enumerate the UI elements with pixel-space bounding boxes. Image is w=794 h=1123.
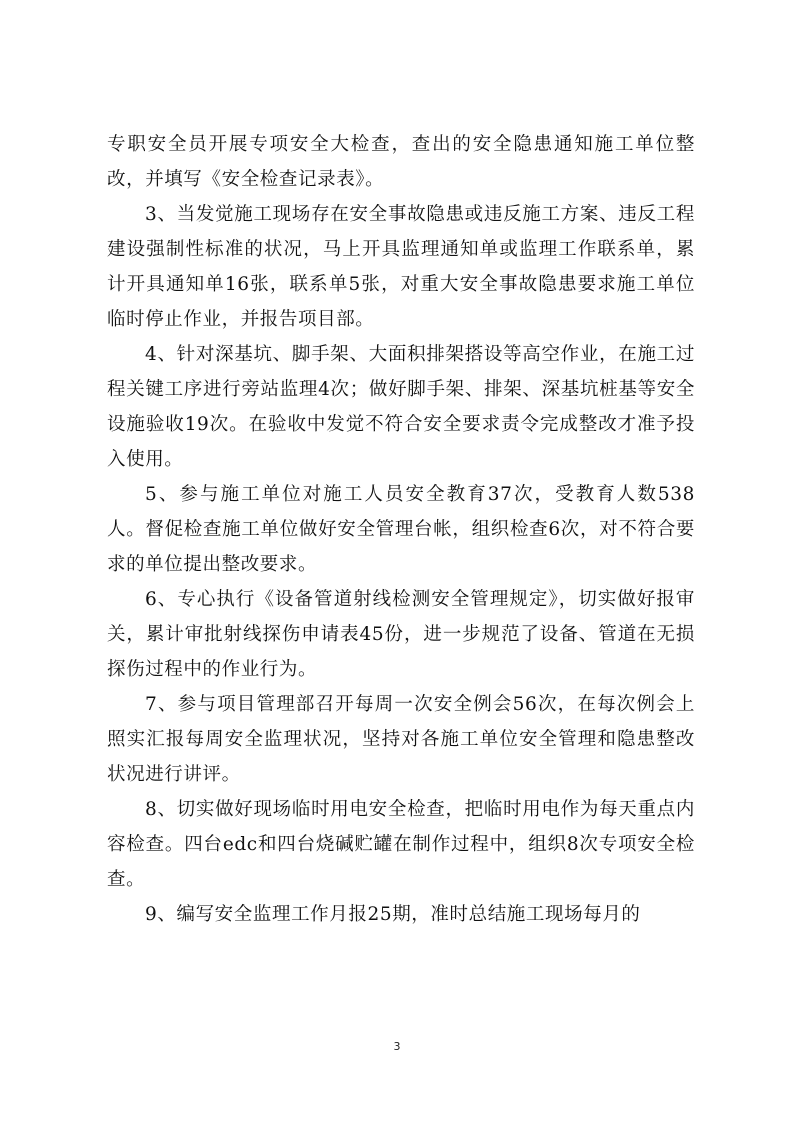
paragraph-item-9: 9、编写安全监理工作月报25期，准时总结施工现场每月的 — [145, 904, 641, 925]
paragraph-item-7: 7、参与项目管理部召开每周一次安全例会56次，在每次例会上照实汇报每周安全监理状况，坚持对各施工单位安全管理和隐患整改状况进行讲评。 — [107, 694, 695, 785]
paragraph-item-5: 5、参与施工单位对施工人员安全教育37次，受教育人数538人。督促检查施工单位做好安全管理台帐，组织检查6次，对不符合要求的单位提出整改要求。 — [107, 484, 695, 575]
paragraph-item-8: 8、切实做好现场临时用电安全检查，把临时用电作为每天重点内容检查。四台edc和四台烧碱贮罐在制作过程中，组织8次专项安全检查。 — [107, 799, 695, 890]
paragraph-item-3: 3、当发觉施工现场存在安全事故隐患或违反施工方案、违反工程建设强制性标准的状况，马上开具监理通知单或监理工作联系单，累计开具通知单16张，联系单5张，对重大安全事故隐患要求施工单位临时停止作业，并报告项目部。 — [107, 204, 695, 330]
paragraph-item-6: 6、专心执行《设备管道射线检测安全管理规定》，切实做好报审关，累计审批射线探伤申请表45份，进一步规范了设备、管道在无损探伤过程中的作业行为。 — [107, 589, 695, 680]
paragraph-continuation: 专职安全员开展专项安全大检查，查出的安全隐患通知施工单位整改，并填写《安全检查记录表》。 — [107, 134, 695, 190]
paragraph-item-4: 4、针对深基坑、脚手架、大面积排架搭设等高空作业，在施工过程关键工序进行旁站监理4次；做好脚手架、排架、深基坑桩基等安全设施验收19次。在验收中发觉不符合安全要求责令完成整改才准予投入使用。 — [107, 344, 695, 470]
body-text — [107, 127, 695, 932]
page-number: 3 — [393, 1040, 401, 1053]
